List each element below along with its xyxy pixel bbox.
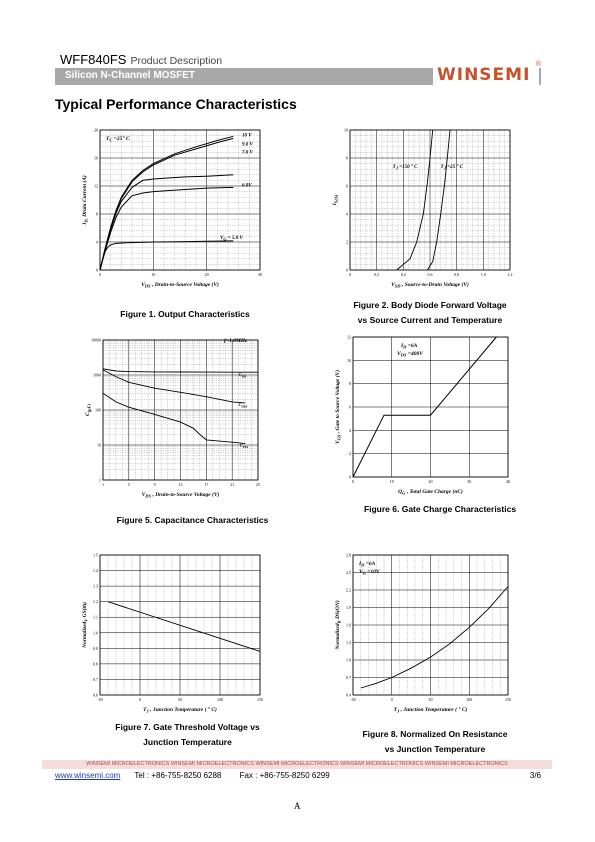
fig7-y-axis-label: Normalized$_V$ GS(th)	[82, 602, 89, 648]
fig6-x-tick-label: 20	[428, 479, 433, 484]
fax: Fax : +86-755-8250 6299	[239, 771, 330, 780]
fig1-x-tick-label: 30	[258, 272, 262, 277]
fig2-label-25c: TJ =25 ° C	[440, 164, 463, 171]
fig6-x-tick-label: 10	[389, 479, 394, 484]
fig8-y-tick-label: 1.0	[346, 657, 351, 663]
figure-6-caption: Figure 6. Gate Charge Characteristics	[363, 504, 517, 514]
fig8-y-tick-label: 0.7	[346, 675, 351, 680]
fig7-y-tick-label: 0.8	[93, 661, 98, 667]
fig1-x-tick-label: 10	[151, 272, 156, 277]
fig6-x-tick-label: 30	[467, 479, 472, 484]
fig8-y-axis-label: Normalized$_R$ DS(ON)	[335, 600, 342, 650]
figure-8-plot	[325, 550, 520, 720]
fig2-y-axis-label: $I_{S(A)}$	[332, 194, 339, 206]
figure-1-caption: Figure 1. Output Characteristics	[120, 309, 250, 319]
figure-2-svg	[325, 125, 520, 295]
fig6-y-tick-label: 10	[347, 357, 351, 363]
fig2-x-tick-label: 1.2	[507, 272, 513, 277]
figure-5-svg	[78, 335, 268, 505]
fig2-y-tick-label: 2	[346, 239, 348, 245]
fig5-label-crss: Crss	[239, 442, 249, 450]
fig1-frame	[100, 130, 260, 270]
fig1-y-tick-label: 8	[96, 211, 98, 217]
page-number: 3/6	[529, 771, 541, 780]
fig1-x-tick-label: 0	[99, 272, 101, 277]
fig8-y-tick-label: 2.2	[346, 587, 351, 593]
fig2-series-0	[397, 130, 433, 270]
fig5-y-tick-label: 10	[97, 442, 101, 448]
fig7-x-tick-label: 0	[139, 697, 141, 702]
figure-5-plot	[78, 335, 268, 505]
figure-1-plot	[80, 125, 265, 295]
footer-contact	[55, 771, 541, 780]
figure-8-caption-line-2: vs Junction Temperature	[384, 744, 486, 754]
registered-mark: ®	[535, 61, 541, 68]
part-number: WFF840FS	[60, 52, 127, 67]
figure-7-svg	[78, 550, 268, 720]
figure-6-plot	[325, 332, 520, 502]
fig7-y-tick-label: 1.2	[93, 599, 98, 605]
fig6-y-tick-label: 12	[347, 334, 351, 340]
fig1-legend-5v: VG = 5.0 V	[220, 236, 243, 242]
fig8-plot-area	[334, 553, 511, 714]
fig6-x-tick-label: 40	[506, 479, 510, 484]
fig1-legend-6v: 6.0V	[242, 183, 252, 189]
fig1-y-tick-label: 16	[94, 155, 98, 161]
fig2-x-tick-label: 0.2	[374, 272, 380, 277]
fig6-voltage-note: $V_{DS} =400V$	[397, 351, 423, 358]
fig7-x-tick-label: 100	[217, 697, 223, 702]
fig5-y-tick-label: 100	[95, 407, 101, 413]
figure-2-caption-line-1: Figure 2. Body Diode Forward Voltage	[353, 300, 507, 310]
fig8-y-tick-label: 1.6	[346, 622, 351, 628]
fig5-frequency-note: f=1.0MHz	[224, 338, 248, 344]
fig1-x-axis-label: $V_{DS}$ , Drain-to-Source Voltage (V)	[141, 282, 219, 289]
website-link[interactable]: www.winsemi.com	[55, 771, 121, 780]
fig6-y-tick-label: 4	[349, 427, 351, 433]
fig1-y-tick-label: 4	[96, 239, 98, 245]
fig5-x-tick-label: 1	[102, 482, 104, 487]
fig5-x-tick-label: 21	[230, 482, 235, 487]
fig6-x-tick-label: 0	[352, 479, 354, 484]
fig1-temperature-note: $T_C =25^\circ$ C	[106, 136, 130, 143]
fig2-x-tick-label: 0.8	[454, 272, 460, 277]
fig2-x-tick-label: 1.0	[480, 272, 486, 277]
fig5-x-tick-label: 25	[256, 482, 260, 487]
winsemi-logo	[433, 63, 539, 89]
fig5-label-coss: Coss	[238, 401, 248, 409]
fig6-y-tick-label: 6	[349, 404, 351, 410]
fig1-series-4	[100, 241, 233, 270]
fig7-y-tick-label: 1.0	[93, 630, 98, 636]
fig5-y-tick-label: 1	[99, 477, 101, 483]
fig8-x-tick-label: 0	[390, 697, 393, 702]
fig2-x-tick-label: 0.6	[427, 272, 433, 277]
logo-text: WINSEMI	[437, 65, 531, 85]
fig6-y-tick-label: 2	[349, 451, 351, 457]
fig5-label-ciss: Ciss	[238, 372, 247, 379]
footer-mark: A	[294, 801, 301, 811]
part-number-header	[60, 52, 222, 67]
fig2-plot-area	[332, 128, 513, 289]
figure-7-caption-line-2: Junction Temperature	[143, 737, 232, 747]
fig2-y-tick-label: 10	[344, 127, 348, 133]
fig8-y-tick-label: 1.9	[346, 605, 351, 610]
fig6-y-tick-label: 0	[349, 474, 351, 480]
figure-7-caption	[95, 720, 280, 750]
fig6-y-tick-label: 8	[349, 381, 351, 387]
fig7-x-tick-label: 50	[178, 697, 182, 702]
fig8-y-tick-label: 2.8	[346, 552, 351, 558]
fig8-y-tick-label: 0.4	[346, 692, 351, 698]
figure-5-caption: Figure 5. Capacitance Characteristics	[116, 515, 269, 525]
fig5-x-tick-label: 17	[204, 482, 209, 487]
fig1-legend-9v: 9.0 V	[242, 142, 253, 148]
fig7-series-0	[108, 602, 260, 652]
figure-2-caption-line-2: vs Source Current and Temperature	[357, 315, 503, 325]
fig5-y-tick-label: 10000	[91, 337, 101, 343]
fig2-y-tick-label: 8	[346, 155, 348, 161]
figure-8-caption	[340, 727, 530, 757]
fig2-y-tick-label: 4	[346, 211, 348, 217]
fig7-y-tick-label: 1.4	[93, 568, 98, 574]
fig5-plot-area	[85, 338, 260, 499]
fig2-y-tick-label: 6	[346, 183, 348, 189]
fig5-y-tick-label: 1000	[93, 372, 101, 378]
section-title: Typical Performance Characteristics	[55, 96, 297, 112]
fig1-x-tick-label: 20	[204, 272, 209, 277]
figure-2-caption	[340, 298, 520, 328]
fig8-series-0	[361, 587, 508, 689]
fig8-current-note: $I_D =6A$	[359, 561, 376, 568]
fig6-plot-area	[334, 335, 510, 496]
telephone: Tel : +86-755-8250 6288	[134, 771, 222, 780]
fig1-y-axis-label: $I_{D,}$ Drain Current (A)	[82, 175, 89, 225]
fig2-x-axis-label: $V_{SD}$ , Source-to-Drain Voltage (V)	[391, 282, 469, 289]
figure-7-plot	[78, 550, 268, 720]
fig7-y-tick-label: 0.9	[93, 645, 98, 651]
fig5-x-tick-label: 13	[178, 482, 183, 487]
fig7-x-axis-label: $T_J$ , Junction Temperature ( ° C)	[143, 707, 217, 714]
fig6-x-axis-label: $Q_G$ , Total Gate Charge (nC)	[398, 489, 463, 496]
fig7-plot-area	[81, 553, 263, 714]
fig5-x-tick-label: 5	[127, 482, 130, 487]
fig5-y-axis-label: $C_{(pF)}$	[85, 404, 92, 416]
figure-8-caption-line-1: Figure 8. Normalized On Resistance	[362, 729, 508, 739]
fig1-y-tick-label: 20	[94, 127, 98, 133]
figure-6-svg	[325, 332, 520, 502]
fig2-x-tick-label: 0.4	[400, 272, 406, 277]
figure-8-svg	[325, 550, 520, 720]
figure-2-plot	[325, 125, 520, 295]
fig7-y-tick-label: 1.5	[93, 552, 98, 558]
doc-type: Product Description	[130, 55, 223, 67]
device-description: Silicon N-Channel MOSFET	[65, 70, 196, 81]
fig8-x-tick-label: -50	[350, 697, 356, 702]
fig7-y-tick-label: 1.3	[93, 583, 98, 589]
fig8-x-tick-label: 50	[428, 697, 433, 702]
fig8-x-axis-label: $T_J$ , Junction Temperature ( ° C)	[393, 707, 468, 714]
fig1-y-tick-label: 12	[94, 183, 98, 189]
fig6-current-note: $I_D =6A$	[401, 343, 418, 350]
fig8-voltage-note: $V_G =10V$	[359, 569, 380, 576]
fig7-y-tick-label: 0.7	[93, 676, 98, 682]
fig1-y-tick-label: 0	[96, 267, 98, 273]
fig1-plot-area	[81, 128, 262, 289]
fig5-x-tick-label: 9	[153, 482, 156, 487]
fig7-y-tick-label: 0.6	[93, 692, 98, 698]
fig1-series-2	[100, 175, 233, 270]
footer-watermark-strip: WINSEMI MICROELECTRONICS WINSEMI MICROELECTRONICS WINSEMI MICROELECTRONICS WINSEMI MICROELECTRONICS WINSEMI MICROELECTRONICS	[42, 760, 552, 769]
fig2-x-tick-label: 0	[349, 272, 351, 277]
fig7-x-tick-label: 150	[257, 697, 263, 702]
fig7-x-tick-label: -50	[97, 697, 103, 702]
figure-7-caption-line-1: Figure 7. Gate Threshold Voltage vs	[115, 722, 260, 732]
fig2-label-150c: TJ =150 ° C	[392, 164, 418, 171]
fig8-y-tick-label: 2.5	[346, 570, 351, 575]
fig6-y-axis-label: $V_{GS}$ , Gate to Source Voltage (V)	[335, 369, 342, 445]
fig7-y-tick-label: 1.1	[93, 614, 98, 620]
fig2-y-tick-label: 0	[346, 267, 348, 273]
fig8-x-tick-label: 150	[505, 697, 511, 702]
fig5-x-axis-label: $V_{DS}$ , Drain-to-Source Voltage (V)	[141, 492, 220, 499]
fig1-legend-10v: 10 V	[242, 133, 252, 139]
fig1-legend-7v: 7.0 V	[242, 150, 253, 156]
fig8-x-tick-label: 100	[466, 697, 473, 702]
figure-1-svg	[80, 125, 265, 295]
fig8-y-tick-label: 1.3	[346, 640, 351, 645]
